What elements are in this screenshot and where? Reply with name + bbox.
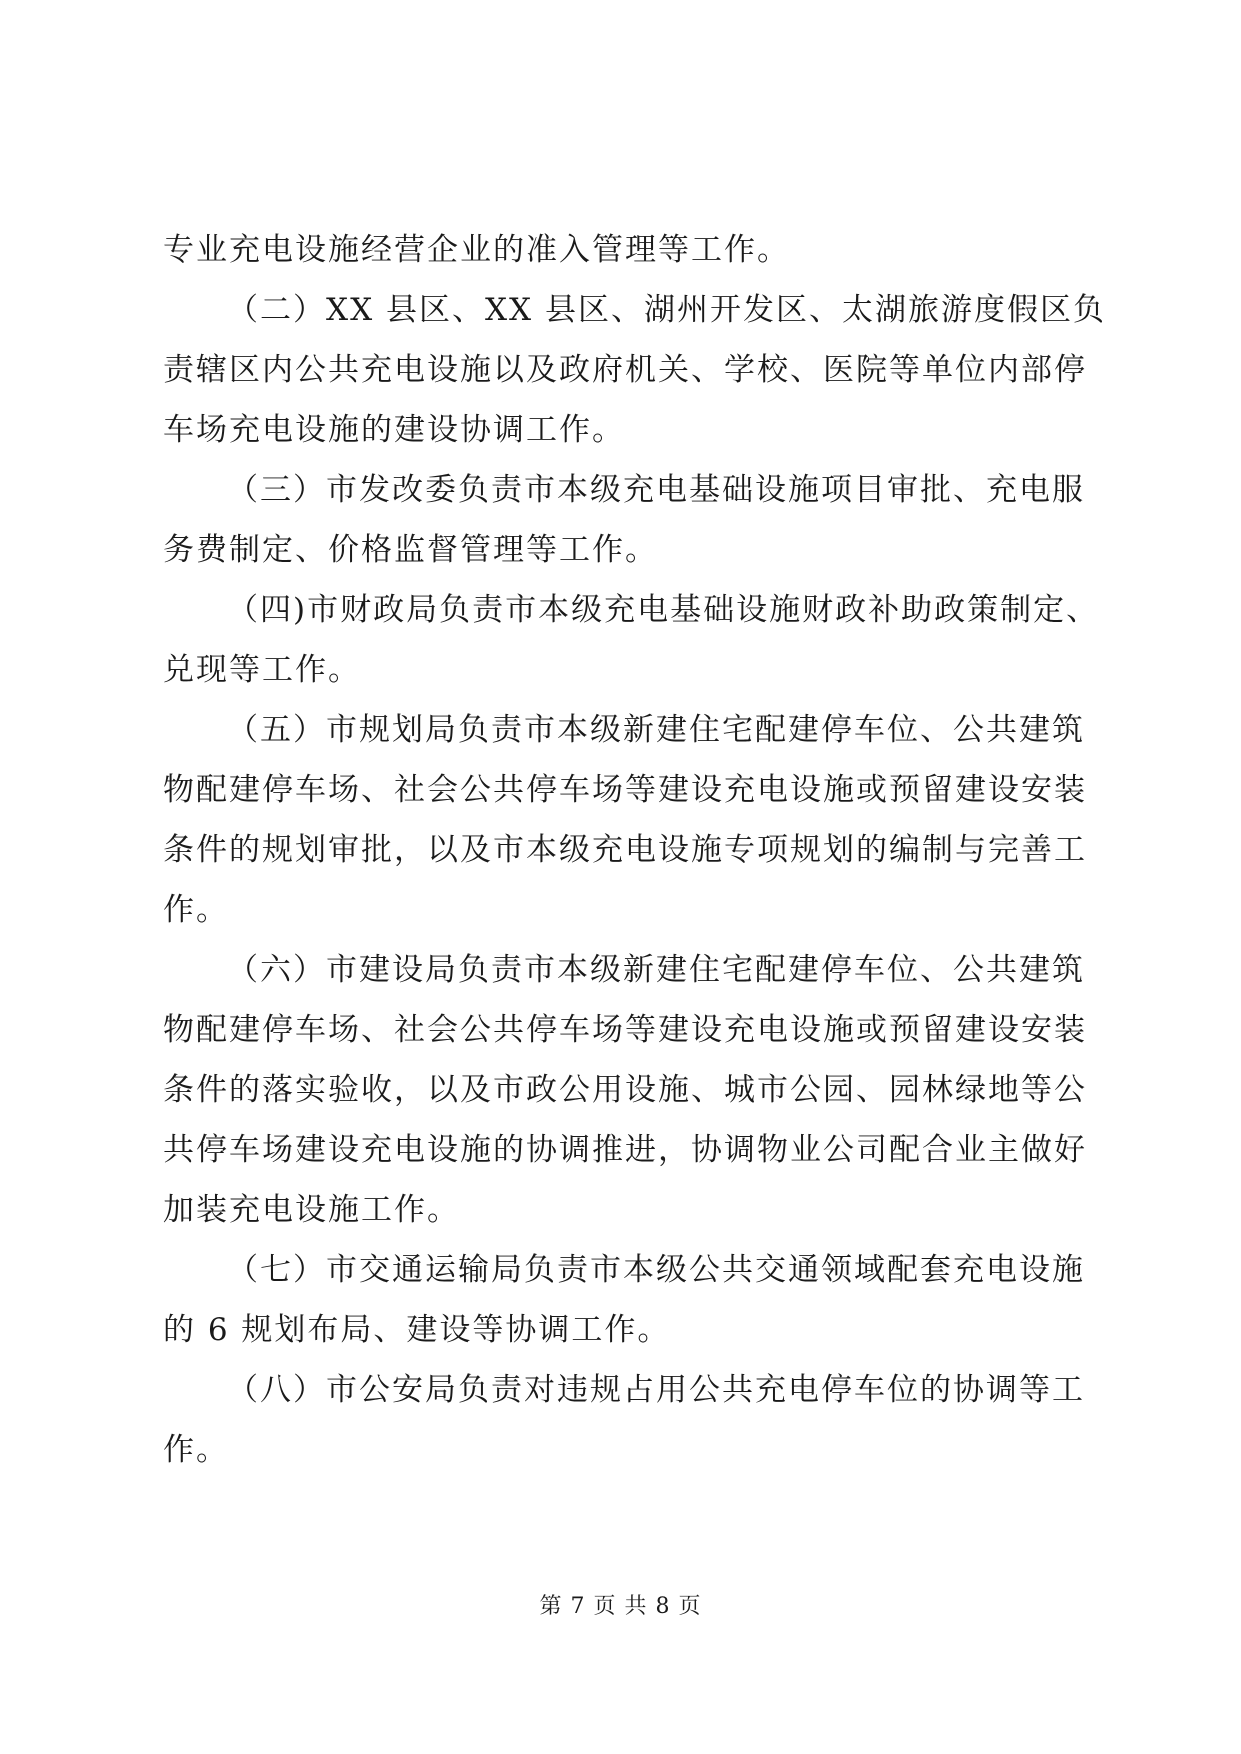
text-line: 责辖区内公共充电设施以及政府机关、学校、医院等单位内部停: [163, 352, 1087, 388]
text-line: 的 6 规划布局、建设等协调工作。: [163, 1312, 671, 1348]
text-line: 作。: [163, 892, 229, 928]
text-line: 条件的规划审批，以及市本级充电设施专项规划的编制与完善工: [163, 832, 1087, 868]
text-line: 车场充电设施的建设协调工作。: [163, 412, 625, 448]
text-line: （三）市发改委负责市本级充电基础设施项目审批、充电服: [227, 472, 1085, 508]
page-number: 第 7 页 共 8 页: [539, 1594, 702, 1619]
text-line: （七）市交通运输局负责市本级公共交通领域配套充电设施: [227, 1252, 1085, 1288]
text-line: （六）市建设局负责市本级新建住宅配建停车位、公共建筑: [227, 952, 1085, 988]
text-line: （二）XX 县区、XX 县区、湖州开发区、太湖旅游度假区负: [227, 292, 1106, 328]
text-line: 共停车场建设充电设施的协调推进，协调物业公司配合业主做好: [163, 1132, 1087, 1168]
text-line: 加装充电设施工作。: [163, 1192, 460, 1228]
text-line: 兑现等工作。: [163, 652, 361, 688]
text-line: （八）市公安局负责对违规占用公共充电停车位的协调等工: [227, 1372, 1085, 1408]
text-line: 务费制定、价格监督管理等工作。: [163, 532, 658, 568]
text-line: （五）市规划局负责市本级新建住宅配建停车位、公共建筑: [227, 712, 1085, 748]
page-footer: [0, 1592, 1241, 1622]
text-line: （四)市财政局负责市本级充电基础设施财政补助政策制定、: [227, 592, 1100, 628]
text-line: 专业充电设施经营企业的准入管理等工作。: [163, 232, 790, 268]
text-line: 物配建停车场、社会公共停车场等建设充电设施或预留建设安装: [163, 1012, 1087, 1048]
text-line: 物配建停车场、社会公共停车场等建设充电设施或预留建设安装: [163, 772, 1087, 808]
text-line: 作。: [163, 1432, 229, 1468]
document-body: [163, 220, 1106, 1480]
text-line: 条件的落实验收，以及市政公用设施、城市公园、园林绿地等公: [163, 1072, 1087, 1108]
